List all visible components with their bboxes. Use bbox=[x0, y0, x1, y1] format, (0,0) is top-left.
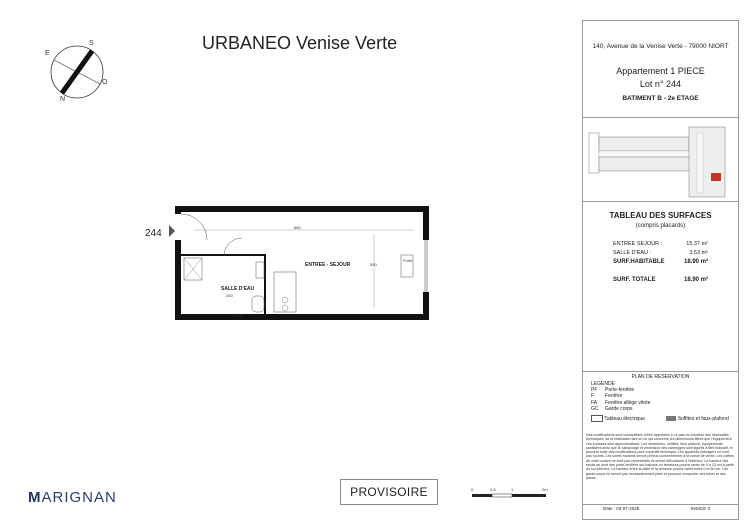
building-key-plan bbox=[587, 121, 733, 199]
info-panel bbox=[582, 20, 739, 520]
divider bbox=[583, 117, 738, 118]
compass-o: O bbox=[102, 79, 108, 86]
sdb-height: 260 bbox=[226, 293, 233, 298]
plan-reservation: PLAN DE RESERVATION bbox=[631, 374, 690, 380]
soffites-icon bbox=[666, 416, 676, 421]
divider bbox=[583, 504, 738, 505]
footer-index: INDICE 0 bbox=[691, 506, 711, 511]
legend-title: LEGENDE bbox=[591, 381, 615, 387]
room-salle-eau: SALLE D'EAU bbox=[221, 286, 255, 292]
legend-item: PF Porte-fenêtre bbox=[591, 387, 635, 394]
floor-plan bbox=[164, 200, 434, 328]
legend-item: FA Fenêtre allège vitrée bbox=[591, 399, 651, 406]
marignan-logo: MARIGNAN bbox=[28, 489, 117, 506]
tableau-icon bbox=[591, 415, 603, 422]
lot-number-label: 244 bbox=[145, 228, 162, 239]
lot-label: Lot n° 244 bbox=[639, 79, 682, 89]
legend bbox=[591, 381, 729, 422]
compass-s: S bbox=[89, 40, 94, 47]
compass-n: N bbox=[60, 96, 66, 103]
scale-0: 0 bbox=[471, 487, 474, 492]
legend-item: GC Garde corps bbox=[591, 405, 633, 412]
compass-icon bbox=[40, 38, 115, 108]
disclaimer: Des modifications sont susceptibles d'être apportées à ce plan en fonction des nécessités techniques, de la réalisation tant en ce qui concerne les dimensions filtrés que l'équipement. Les surfaces sont approximatives. Les retombées, soffites, faux plafond, équipements sanitaires ainsi que le calepinage et dimension des carrelages sont figurés à titre indicatif, et peuvent subir des modifications pour impératif technique. Les appareils ménagers ne sont pas fournis. Les volets roulants seront prévus conformément à la notice de vente. Les coffres de volet roulant ne sont pas représentés et seront débordants à l'intérieur. La hauteur des seuils au droit des porte-fenêtres sur balcons ou terrasses pourra varier de 5 à 15 cm à partir du sol intérieur. La hauteur entre la dalle et la terrasse pourra varier entre 0 et 60 cm. Les garde-corps ne seront pas nécessairement plein et pourront comporter des tubes et des panes. bbox=[586, 433, 734, 480]
dim-top: 660 bbox=[294, 225, 301, 230]
surfaces-title: TABLEAU DES SURFACES bbox=[609, 211, 712, 220]
compass-e: E bbox=[45, 50, 50, 57]
surface-totale: SURF. TOTALE 18.90 m² bbox=[613, 277, 708, 283]
scale-1: 1 bbox=[511, 487, 514, 492]
footer-date: Date : 03-07-2025 bbox=[603, 506, 640, 511]
surface-row: SALLE D'EAU : 3.53 m² bbox=[613, 250, 708, 256]
scale-bar bbox=[470, 493, 550, 499]
door-label: Porte bbox=[403, 258, 413, 263]
room-sejour: ENTREE - SEJOUR bbox=[305, 262, 351, 268]
provisoire-stamp: PROVISOIRE bbox=[340, 479, 438, 505]
scale-2: 2m bbox=[542, 487, 548, 492]
surfaces-subtitle: (compris placards) bbox=[635, 223, 686, 229]
scale-05: 0.5 bbox=[490, 487, 496, 492]
building-floor: BATIMENT B - 2e ETAGE bbox=[622, 95, 699, 102]
dim-side: 2000 bbox=[233, 313, 242, 318]
address: 140, Avenue de la Venise Verte - 79000 NIORT bbox=[592, 43, 729, 50]
dim-right: 300 bbox=[370, 262, 377, 267]
legend-item: F Fenêtre bbox=[591, 393, 623, 400]
project-title: URBANEO Venise Verte bbox=[202, 33, 398, 53]
surface-habitable: SURF.HABITABLE 18.90 m² bbox=[613, 259, 708, 265]
surface-row: ENTREE SEJOUR : 15.37 m² bbox=[613, 241, 708, 247]
legend-symbols: Tableau électrique Soffites et faux-plafond bbox=[591, 415, 729, 422]
divider bbox=[583, 201, 738, 202]
divider bbox=[583, 371, 738, 372]
apartment-type: Appartement 1 PIECE bbox=[616, 66, 705, 76]
